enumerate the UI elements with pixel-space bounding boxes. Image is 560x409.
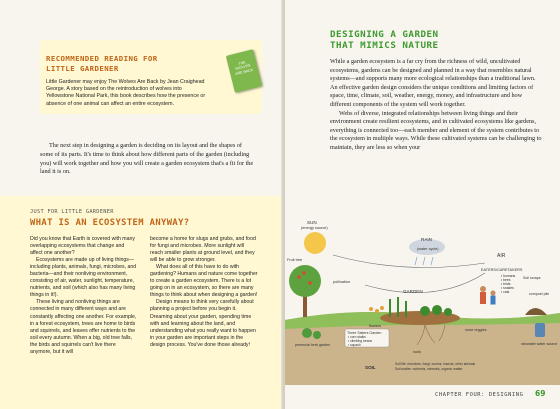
rainwater-label: rainwater water source [521,342,558,346]
compost-pile-icon [525,308,547,315]
panel-paragraph: Ecosystems are made up of living things—including plants, animals, fungi, microbes, and bacteria—and their nonliving environment, consisting of air, water, sunlight, temperature, nutrients, and soil (which also has many living things in it!). [30,257,137,299]
soil-scraps-label: Soil scraps [523,276,541,280]
perennial-label: perennial herb garden [295,343,331,347]
eater-item: • birds [501,282,511,286]
right-page [285,0,560,409]
rain-label: RAIN [421,237,432,242]
section-body [330,58,542,153]
garden-ecosystem-illustration [285,215,560,385]
recommended-reading-box [40,40,262,114]
flowers-label: flowers [369,324,382,328]
page-number: 69 [535,389,546,398]
soil-caption: Soil life: microbes, fungi, worms, insects, other animals [395,362,476,366]
eater-item: • cats [501,290,510,294]
soil-caption: Soil matter: nutrients, minerals, organic matter [395,367,463,371]
sun-icon [304,232,326,254]
garden-label: GARDEN [403,289,423,294]
book-cover-image [226,49,262,93]
panel-paragraph: become a home for slugs and grubs, and food for fungi and microbes. More sunlight will reach smaller plants at ground level, and they will be able to grow stronger. [150,236,256,264]
panel-paragraph: What does all of this have to do with gardening? Humans and nature come together to create a garden ecosystem. There is a lot going on in an ecosystem, so there are many things to think about when designing a garden! [150,264,258,299]
panel-title: WHAT IS AN ECOSYSTEM ANYWAY? [30,218,190,228]
rain-drops [415,257,433,265]
panel-column-1 [30,236,138,356]
panel-column-2 [150,236,258,349]
sun-label: SUN [307,220,317,225]
more-veggies-label: more veggies [465,328,487,332]
rain-barrel-icon [535,323,545,337]
air-label: AIR [497,253,506,259]
panel-kicker: JUST FOR LITTLE GARDENER [30,209,114,215]
panel-paragraph: Did you know that Earth is covered with many overlapping ecosystems that change and affect one another? [30,236,135,257]
body-paragraph: Webs of diverse, integrated relationships between living things and their environment create resilient ecosystems, and in cultivated ecosystems like gardens, everything is connected too—each member and element of the system contributes to the ecosystem in multiple ways. While these cultivated systems can be challenging to maintain, they are less so when your [330,109,542,151]
eater-item: • bees [501,278,511,282]
eaters-label: EATERS/CARETAKERS [481,268,523,272]
body-paragraph: While a garden ecosystem is a far cry from the richness of wild, uncultivated ecosystems, gardens can be designed and planned in a way that resembles natural systems—and supports many more ecological relationships than a traditional lawn. An effective garden design considers the unique conditions and limiting factors of space, time, climate, soil, weather, energy, money, and infrastructure and how different components of the system will work together. [330,58,536,108]
three-sisters-item: • climbing beans [348,339,373,343]
fruit-tree-label: Fruit tree [287,258,303,262]
sun-sublabel: (energy source) [301,226,328,230]
section-title-line-2: THAT MIMICS NATURE [330,39,439,51]
panel-paragraph: These living and nonliving things are connected in many different ways and are constantly affecting one another. For example, in a forest ecosystem, trees are home to birds and squirrels, and leaves offer nutrients to the soil every autumn. When a big, old tree falls, the birds and squirrels can't live there anymore, but it will [30,299,137,355]
soil-label: SOIL [365,365,376,370]
book-cover-title: THE WOLVES ARE BACK [234,60,254,76]
eater-item: • snakes [501,286,514,290]
section-title [330,30,439,51]
three-sisters-label: Three Sisters Garden [347,331,382,335]
people-icon [480,286,496,305]
eater-item: • humans [501,274,516,278]
recommended-reading-title: RECOMMENDED READING FOR LITTLE GARDENER [46,54,158,73]
three-sisters-item: • squash [348,343,361,347]
section-title-line-1: DESIGNING A GARDEN [330,29,439,40]
pollination-label: pollination [333,280,351,284]
cycle-arrow [365,273,485,293]
flowers-icon [369,306,384,313]
layout-paragraph: The next step in designing a garden is deciding on its layout and the shapes of some of its parts. It's time to think about how different parts of the garden (including you) will work together and how you will create a garden ecosystem that's a fit for the land it is on. [40,142,254,176]
recommended-reading-text: Little Gardener may enjoy The Wolves Are Back by Jean Craighead George. A story based on the reintroduction of wolves into Yellowstone National Park, this book describes how the presence or absence of one animal can affect an entire ecosystem. [46,79,206,107]
chapter-footer: CHAPTER FOUR: DESIGNING [435,392,524,398]
fruit-tree-icon [289,265,321,297]
compost-label: compost pile [529,292,550,296]
rain-sublabel: (water cycle) [417,247,439,251]
panel-paragraph: Design means to think very carefully about planning a project before you begin it. Dreaming about your garden, spending time with and learning about the land, and understanding what you really want to happen in your garden are important steps in the design process. You've done those already! [150,299,256,348]
three-sisters-item: • corn stalks [348,335,366,339]
cycle-arrow [333,255,485,268]
roots-label: roots [413,350,421,354]
